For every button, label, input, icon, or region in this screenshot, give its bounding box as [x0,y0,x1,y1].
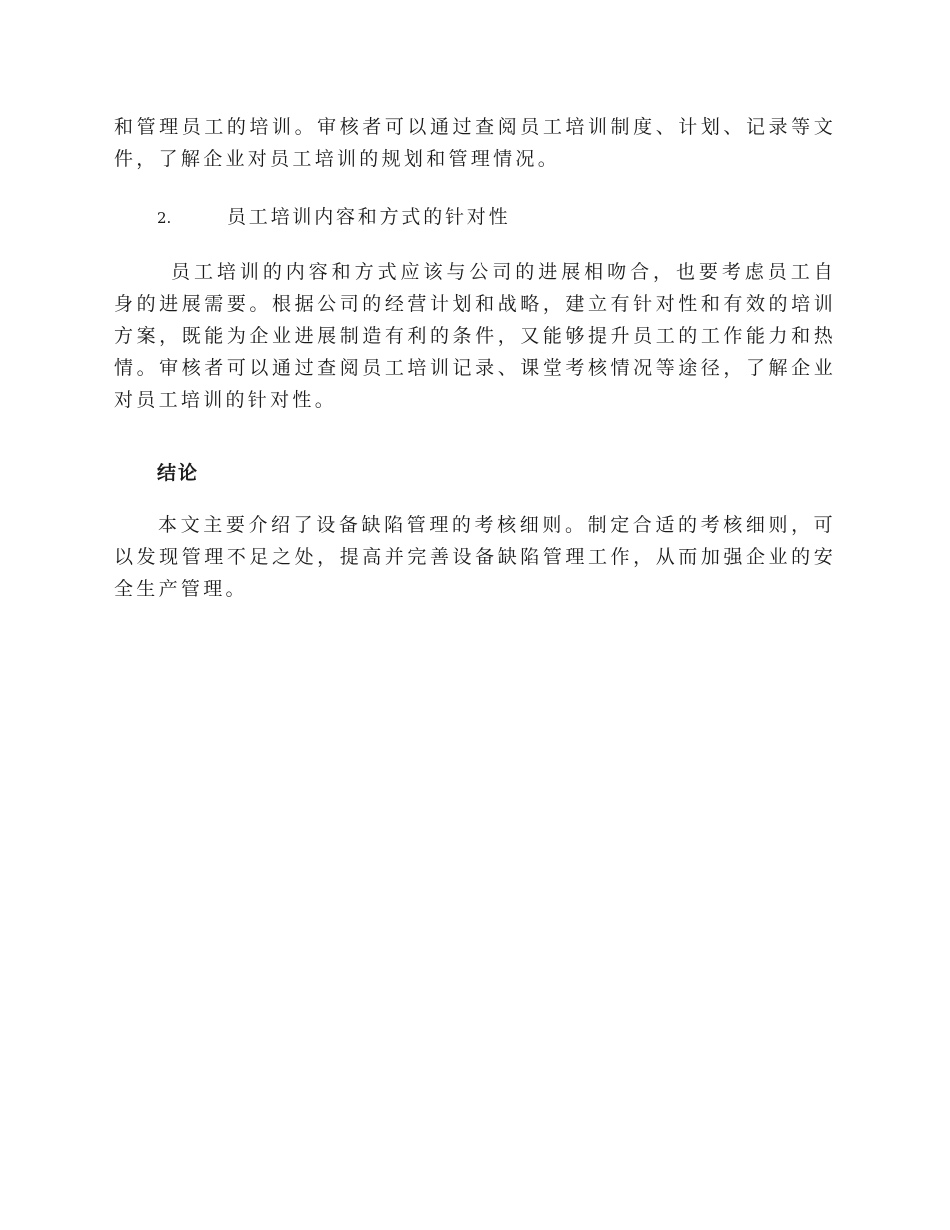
body-paragraph: 和管理员工的培训。审核者可以通过查阅员工培训制度、计划、记录等文件，了解企业对员工培训的规划和管理情况。 [114,116,836,170]
section-heading: 结论 [157,462,200,484]
body-paragraph: 本文主要介绍了设备缺陷管理的考核细则。制定合适的考核细则，可以发现管理不足之处，提高并完善设备缺陷管理工作，从而加强企业的安全生产管理。 [114,514,836,600]
numbered-list-item [157,201,510,234]
body-paragraph: 员工培训的内容和方式应该与公司的进展相吻合，也要考虑员工自身的进展需要。根据公司的经营计划和战略，建立有针对性和有效的培训方案，既能为企业进展制造有利的条件，又能够提升员工的工作能力和热情。审核者可以通过查阅员工培训记录、课堂考核情况等途径，了解企业对员工培训的针对性。 [114,261,836,411]
list-item-number: 2. [157,209,172,227]
list-item-text: 员工培训内容和方式的针对性 [227,206,511,228]
